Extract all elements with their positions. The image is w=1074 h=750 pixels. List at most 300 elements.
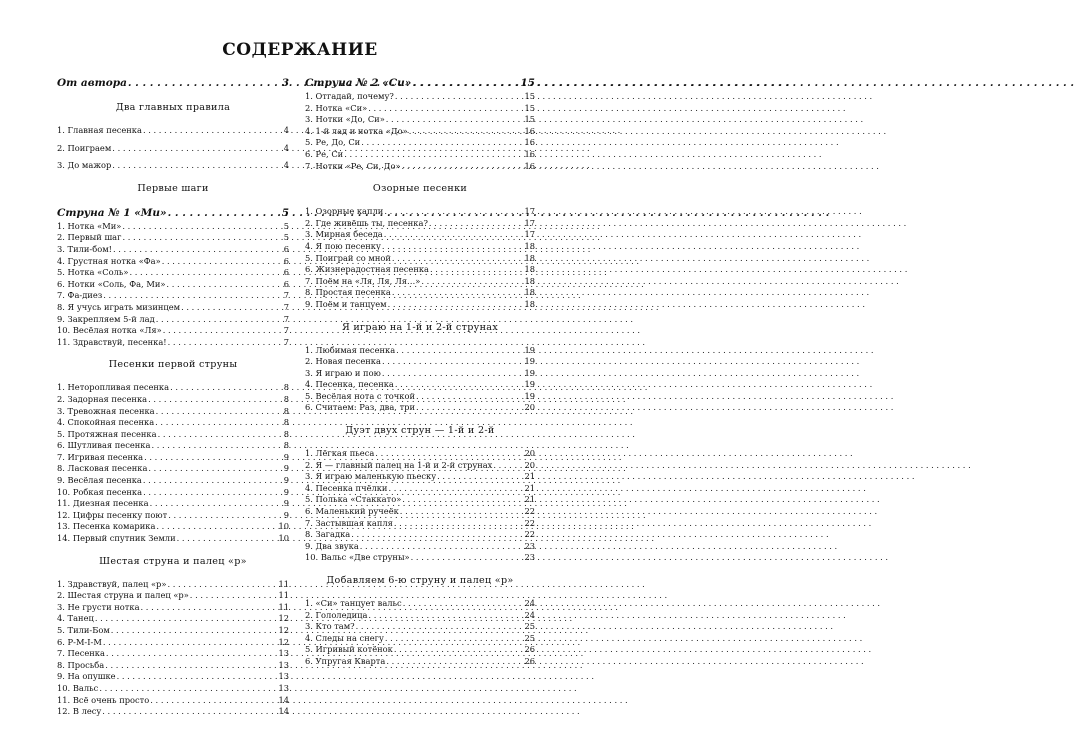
toc-entry-title: 3. Не грусти нотка — [57, 601, 140, 612]
toc-entry — [305, 161, 535, 173]
toc-entry — [57, 337, 289, 349]
toc-entry — [57, 706, 289, 718]
toc-dot-leader — [151, 440, 282, 452]
toc-dot-leader — [411, 552, 524, 564]
toc-entry-title: 8. Загадка — [305, 529, 351, 540]
toc-page-number: 15 — [524, 114, 535, 125]
toc-page-number: 5 — [283, 232, 289, 243]
toc-entry — [57, 533, 289, 545]
toc-dot-leader — [122, 221, 282, 233]
toc-dot-leader — [360, 541, 524, 553]
toc-entry — [57, 637, 289, 649]
toc-entry — [305, 299, 535, 311]
toc-page-number: 21 — [524, 482, 535, 493]
toc-entry — [57, 279, 289, 291]
toc-page-number: 19 — [524, 344, 535, 355]
toc-entry-title: 3. Я играю маленькую пьеску — [305, 471, 437, 482]
toc-entry — [305, 633, 535, 645]
toc-dot-leader — [416, 402, 523, 414]
toc-entry-title: 11. Всё очень просто — [57, 694, 150, 705]
toc-page-number: 18 — [524, 264, 535, 275]
toc-section-heading: Шестая струна и палец «р» — [99, 555, 247, 567]
toc-entry — [305, 448, 535, 460]
toc-entry-title: 6. Р-М-I-М — [57, 636, 102, 647]
toc-entry — [57, 440, 289, 452]
toc-dot-leader — [143, 125, 283, 137]
toc-dot-leader — [156, 406, 283, 418]
toc-page-number: 8 — [283, 428, 289, 439]
toc-entry-title: 8. Ласковая песенка — [57, 463, 148, 474]
toc-dot-leader — [400, 506, 524, 518]
toc-entry — [57, 602, 289, 614]
toc-section-heading: Первые шаги — [137, 182, 209, 194]
toc-entry-title: 7. Фа-диез — [57, 290, 103, 301]
toc-entry-title: 8. Простая песенка — [305, 287, 391, 298]
toc-dot-leader — [368, 610, 523, 622]
toc-entry — [57, 579, 289, 591]
toc-dot-leader — [382, 368, 524, 380]
toc-entry-title: 7. Песенка — [57, 648, 105, 659]
toc-entry-title: 5. Ре, До, Си — [305, 137, 361, 148]
toc-entry-title: 10. Робкая песенка — [57, 486, 143, 497]
toc-page-number: 19 — [524, 367, 535, 378]
toc-dot-leader — [394, 518, 524, 530]
toc-page-number: 20 — [524, 459, 535, 470]
toc-page-number: 18 — [524, 287, 535, 298]
toc-entry-title: 5. Тили-Бом — [57, 625, 110, 635]
toc-page-number: 18 — [524, 298, 535, 309]
toc-dot-leader — [103, 637, 278, 649]
toc-dot-leader — [388, 483, 523, 495]
toc-entry-title: 2. Нотка «Си» — [305, 102, 368, 113]
toc-entry-title: 1. Нотка «Ми» — [57, 220, 122, 231]
toc-page-number: 16 — [524, 148, 535, 159]
toc-page-number: 26 — [524, 644, 535, 655]
toc-entry-title: 1. Лёгкая пьеса — [305, 448, 375, 459]
toc-page-number: 23 — [524, 540, 535, 551]
toc-page-number: 26 — [524, 655, 535, 666]
toc-entry-title: 5. Поиграй со мной — [305, 252, 391, 263]
toc-dot-leader — [99, 683, 277, 695]
toc-dot-leader — [113, 244, 283, 256]
toc-entry — [305, 483, 535, 495]
toc-entry-title: 12. Цифры песенку поют — [57, 509, 168, 520]
toc-entry-title: 7. Застывшая капля — [305, 517, 393, 528]
toc-entry-title: 9. Поём и танцуем — [305, 298, 387, 309]
toc-entry-title: 12. В лесу — [57, 706, 102, 717]
toc-entry — [305, 276, 535, 288]
toc-page-number: 18 — [524, 252, 535, 263]
toc-entry — [57, 487, 289, 499]
toc-page-number: 4 — [283, 142, 289, 153]
toc-page-number: 13 — [278, 682, 289, 693]
toc-page-number: 14 — [278, 694, 289, 705]
toc-entry — [305, 345, 535, 357]
toc-dot-leader — [416, 391, 523, 403]
toc-dot-leader — [412, 76, 519, 91]
toc-entry — [305, 610, 535, 622]
toc-section-heading: Песенки первой струны — [108, 359, 238, 371]
toc-entry-title: 3. Я играю и пою — [305, 367, 381, 378]
toc-entry-title: 1. Любимая песенка — [305, 344, 396, 355]
toc-dot-leader — [129, 267, 282, 279]
toc-dot-leader — [421, 276, 523, 288]
toc-page-number: 8 — [283, 417, 289, 428]
toc-dot-leader — [111, 625, 278, 637]
toc-entry-title: 6. Нотки «Соль, Фа, Ми» — [57, 278, 166, 289]
toc-entry-title: 2. Я — главный палец на 1-й и 2-й струнах — [305, 459, 493, 470]
toc-entry-title: 7. Нотки «Ре, Си, До» — [305, 160, 401, 171]
toc-dot-leader — [156, 521, 277, 533]
toc-entry-title: 6. Считаем: Раз, два, три — [305, 402, 416, 413]
toc-entry-title: 2. Шестая струна и палец «р» — [57, 590, 189, 601]
toc-entry-title: 1. Озорные капли — [305, 206, 384, 217]
toc-entry-title: 3. Нотки «До, Си» — [305, 114, 385, 125]
toc-entry-title: 2. Первый шаг — [57, 232, 122, 243]
toc-entry-title: 4. Песенка, песенка — [305, 379, 394, 390]
toc-dot-leader — [437, 471, 523, 483]
toc-entry — [57, 314, 289, 326]
toc-dot-leader — [409, 126, 524, 138]
toc-dot-leader — [103, 290, 282, 302]
toc-page-number: 4 — [283, 160, 289, 171]
toc-entry — [305, 644, 535, 656]
toc-dot-leader — [384, 229, 524, 241]
toc-entry — [57, 590, 289, 602]
toc-page-number: 25 — [524, 632, 535, 643]
toc-entry — [305, 253, 535, 265]
toc-entry-title: 2. Где живёшь ты, песенка? — [305, 217, 428, 228]
toc-dot-leader — [392, 287, 524, 299]
toc-page-number: 25 — [524, 621, 535, 632]
toc-dot-leader — [177, 533, 278, 545]
toc-entry — [305, 137, 535, 149]
toc-entry — [305, 494, 535, 506]
toc-page-number: 11 — [278, 590, 289, 601]
toc-entry — [305, 368, 535, 380]
toc-dot-leader — [402, 494, 523, 506]
toc-page-number: 14 — [278, 706, 289, 717]
toc-dot-leader — [141, 602, 278, 614]
toc-dot-leader — [190, 590, 278, 602]
toc-page-number: 8 — [283, 382, 289, 393]
toc-page-number: 8 — [283, 393, 289, 404]
toc-dot-leader — [158, 429, 283, 441]
toc-entry-title: 5. Игривый котёнок — [305, 644, 393, 655]
toc-page-number: 6 — [283, 255, 289, 266]
toc-dot-leader — [356, 621, 524, 633]
toc-entry — [57, 613, 289, 625]
toc-entry — [57, 143, 289, 155]
toc-entry-title: 6. Шутливая песенка — [57, 440, 151, 451]
toc-entry-title: 1. Отгадай, почему? — [305, 91, 394, 101]
toc-dot-leader — [128, 76, 281, 91]
toc-entry — [57, 671, 289, 683]
toc-dot-leader — [143, 475, 283, 487]
toc-entry — [305, 379, 535, 391]
toc-entry — [57, 660, 289, 672]
toc-entry — [305, 656, 535, 668]
toc-entry-title: 4. Грустная нотка «Фа» — [57, 255, 161, 266]
toc-dot-leader — [168, 510, 283, 522]
toc-chapter-entry — [305, 76, 535, 91]
toc-entry — [57, 125, 289, 137]
toc-dot-leader — [429, 218, 524, 230]
toc-entry — [57, 325, 289, 337]
toc-entry-title: 1. «Си» танцует вальс — [305, 598, 402, 608]
toc-page-number: 6 — [283, 278, 289, 289]
toc-entry-title: 5. Весёлая нота с точкой — [305, 390, 415, 401]
toc-section-heading: Я играю на 1-й и 2-й струнах — [341, 321, 499, 333]
toc-page-number: 12 — [278, 613, 289, 624]
toc-entry-title: 3. Тили-бом! — [57, 243, 112, 254]
toc-entry — [305, 287, 535, 299]
toc-page-number: 16 — [524, 125, 535, 136]
toc-entry — [305, 114, 535, 126]
toc-dot-leader — [150, 498, 283, 510]
toc-page-number: 23 — [524, 552, 535, 563]
toc-entry — [57, 267, 289, 279]
toc-entry — [57, 244, 289, 256]
toc-page-number: 9 — [283, 498, 289, 509]
toc-dot-leader — [155, 417, 283, 429]
toc-entry — [305, 264, 535, 276]
toc-dot-leader — [386, 656, 523, 668]
toc-entry — [57, 256, 289, 268]
toc-entry-title: 5. Протяжная песенка — [57, 428, 157, 439]
toc-page-number: 9 — [283, 451, 289, 462]
toc-page-number: 15 — [524, 91, 535, 101]
toc-page-number: 24 — [524, 609, 535, 620]
toc-page-number: 24 — [524, 598, 535, 608]
toc-section-heading: Два главных правила — [115, 102, 231, 113]
toc-page-number: 21 — [524, 494, 535, 505]
toc-page-number: 22 — [524, 517, 535, 528]
toc-entry — [57, 683, 289, 695]
toc-entry — [57, 417, 289, 429]
toc-dot-leader — [394, 644, 524, 656]
toc-entry — [305, 391, 535, 403]
toc-dot-leader — [386, 114, 524, 126]
toc-dot-leader — [167, 579, 277, 591]
toc-page-number: 19 — [524, 356, 535, 367]
toc-page-number: 5 — [283, 220, 289, 231]
toc-entry-title: 6. Маленький ручеёк — [305, 506, 399, 517]
toc-section-heading: Добавляем 6-ю струну и палец «р» — [326, 575, 514, 586]
toc-dot-leader — [122, 232, 282, 244]
toc-entry — [305, 471, 535, 483]
toc-entry — [305, 598, 535, 610]
toc-entry-title: 4. Песенка пчёлки — [305, 482, 388, 493]
toc-page-number: 10 — [278, 533, 289, 544]
toc-entry — [57, 406, 289, 418]
toc-entry-title: 11. Здравствуй, песенка! — [57, 336, 167, 347]
toc-entry-title: 2. Задорная песенка — [57, 393, 148, 404]
toc-entry — [305, 356, 535, 368]
toc-dot-leader — [143, 487, 283, 499]
toc-entry-title: 7. Игривая песенка — [57, 451, 144, 462]
toc-entry-title: 8. Я учусь играть мизинцем — [57, 301, 181, 312]
toc-entry — [305, 149, 535, 161]
toc-dot-leader — [375, 448, 523, 460]
toc-entry-title: 8. Просьба — [57, 659, 105, 670]
page-title: СОДЕРЖАНИЕ — [222, 40, 378, 60]
toc-entry-title: 4. Я пою песенку — [305, 240, 381, 251]
toc-entry — [57, 475, 289, 487]
toc-entry-title: 1. Здравствуй, палец «р» — [57, 578, 167, 589]
toc-dot-leader — [395, 91, 524, 103]
toc-entry-title: 2. Поиграем — [57, 142, 112, 153]
toc-entry — [305, 402, 535, 414]
toc-entry — [305, 506, 535, 518]
toc-page-number: 12 — [278, 625, 289, 635]
toc-page-number: 19 — [524, 379, 535, 390]
toc-dot-leader — [156, 314, 283, 326]
toc-dot-leader — [351, 529, 523, 541]
toc-dot-leader — [493, 460, 523, 472]
toc-entry-title: 4. 1-й лад и нотка «До» — [305, 125, 408, 136]
toc-entry-title: 3. Мирная беседа — [305, 229, 383, 240]
toc-page-number: 6 — [283, 243, 289, 254]
toc-dot-leader — [384, 206, 523, 218]
toc-entry-title: Струна № 1 «Ми» — [57, 206, 167, 219]
toc-section-heading: Дуэт двух струн — 1-й и 2-й — [345, 425, 495, 437]
toc-entry — [57, 394, 289, 406]
toc-entry — [305, 621, 535, 633]
toc-dot-leader — [181, 302, 283, 314]
toc-page-number: 18 — [524, 275, 535, 286]
toc-page-number: 17 — [524, 217, 535, 228]
toc-entry — [305, 552, 535, 564]
toc-entry-title: 10. Вальс — [57, 682, 99, 693]
toc-page-number: 18 — [524, 240, 535, 251]
toc-entry — [57, 382, 289, 394]
toc-chapter-entry — [57, 76, 289, 91]
toc-entry-title: 10. Весёлая нотка «Ля» — [57, 325, 162, 336]
toc-entry — [57, 498, 289, 510]
toc-dot-leader — [95, 613, 278, 625]
toc-entry — [57, 510, 289, 522]
toc-entry-title: 14. Первый спутник Земли — [57, 533, 176, 544]
toc-dot-leader — [368, 103, 523, 115]
toc-dot-leader — [148, 463, 282, 475]
toc-dot-leader — [385, 633, 524, 645]
toc-entry — [57, 625, 289, 637]
toc-page-number: 7 — [283, 290, 289, 301]
toc-dot-leader — [117, 671, 278, 683]
toc-dot-leader — [102, 706, 277, 718]
toc-entry-title: 11. Диезная песенка — [57, 498, 149, 509]
toc-page-number: 21 — [524, 471, 535, 482]
toc-page-number: 20 — [524, 448, 535, 459]
toc-page-number: 15 — [520, 77, 535, 89]
toc-entry-title: 3. Кто там? — [305, 621, 355, 632]
toc-entry — [57, 521, 289, 533]
toc-dot-leader — [170, 382, 283, 394]
toc-entry — [57, 648, 289, 660]
toc-left-column — [57, 76, 289, 718]
toc-entry-title: 9. На опушке — [57, 671, 116, 682]
toc-entry-title: 3. До мажор — [57, 160, 112, 171]
toc-entry — [305, 541, 535, 553]
toc-dot-leader — [388, 299, 524, 311]
toc-entry-title: 10. Вальс «Две струны» — [305, 552, 410, 563]
toc-page-number: 19 — [524, 390, 535, 401]
toc-entry-title: 5. Полька «Стаккато» — [305, 494, 402, 505]
toc-entry — [57, 695, 289, 707]
toc-entry-title: 9. Два звука — [305, 540, 359, 551]
toc-entry — [57, 160, 289, 172]
toc-page-number: 8 — [283, 405, 289, 416]
toc-dot-leader — [392, 253, 524, 265]
toc-section-heading: Озорные песенки — [372, 183, 468, 195]
toc-entry — [57, 429, 289, 441]
toc-entry-title: 5. Нотка «Соль» — [57, 267, 129, 278]
toc-page-number: 9 — [283, 475, 289, 486]
toc-page-number: 7 — [283, 336, 289, 347]
toc-entry-title: 4. Танец — [57, 613, 94, 624]
toc-entry-title: 2. Новая песенка — [305, 356, 381, 367]
toc-page-number: 9 — [283, 463, 289, 474]
toc-entry — [305, 218, 535, 230]
toc-dot-leader — [106, 648, 278, 660]
toc-dot-leader — [402, 161, 524, 173]
toc-page-number: 13 — [278, 659, 289, 670]
toc-dot-leader — [168, 206, 281, 221]
toc-dot-leader — [150, 695, 277, 707]
toc-page-number: 22 — [524, 506, 535, 517]
toc-dot-leader — [144, 452, 283, 464]
toc-dot-leader — [396, 345, 523, 357]
toc-entry-title: 6. Ре, Си — [305, 148, 344, 159]
toc-dot-leader — [403, 598, 524, 610]
toc-page-number: 11 — [278, 578, 289, 589]
toc-entry-title: 2. Гололедица — [305, 609, 368, 620]
toc-entry — [305, 229, 535, 241]
toc-entry — [57, 290, 289, 302]
toc-entry — [57, 221, 289, 233]
toc-page-number: 7 — [283, 301, 289, 312]
toc-page-number: 5 — [281, 206, 289, 219]
toc-dot-leader — [395, 379, 524, 391]
toc-page-number: 4 — [283, 125, 289, 135]
toc-page-number: 16 — [524, 137, 535, 148]
toc-entry-title: 4. Следы на снегу — [305, 632, 384, 643]
toc-page-number: 12 — [278, 636, 289, 647]
toc-dot-leader — [162, 256, 283, 268]
toc-dot-leader — [168, 337, 283, 349]
toc-dot-leader — [361, 137, 523, 149]
toc-dot-leader — [430, 264, 523, 276]
toc-entry-title: 4. Спокойная песенка — [57, 417, 155, 428]
toc-entry — [305, 460, 535, 472]
toc-page-number: 15 — [524, 102, 535, 113]
toc-page-number: 9 — [283, 486, 289, 497]
toc-entry — [305, 103, 535, 115]
toc-entry-title: 9. Закрепляем 5-й лад — [57, 313, 155, 324]
toc-entry-title: 6. Жизнерадостная песенка — [305, 264, 429, 275]
toc-page-number: 22 — [524, 529, 535, 540]
toc-entry — [305, 518, 535, 530]
toc-page-number: 3 — [281, 77, 289, 89]
toc-page-number: 16 — [524, 160, 535, 171]
toc-entry — [57, 463, 289, 475]
toc-page-number: 6 — [283, 267, 289, 278]
toc-page-number: 9 — [283, 509, 289, 520]
toc-dot-leader — [166, 279, 282, 291]
toc-dot-leader — [148, 394, 283, 406]
toc-dot-leader — [163, 325, 283, 337]
